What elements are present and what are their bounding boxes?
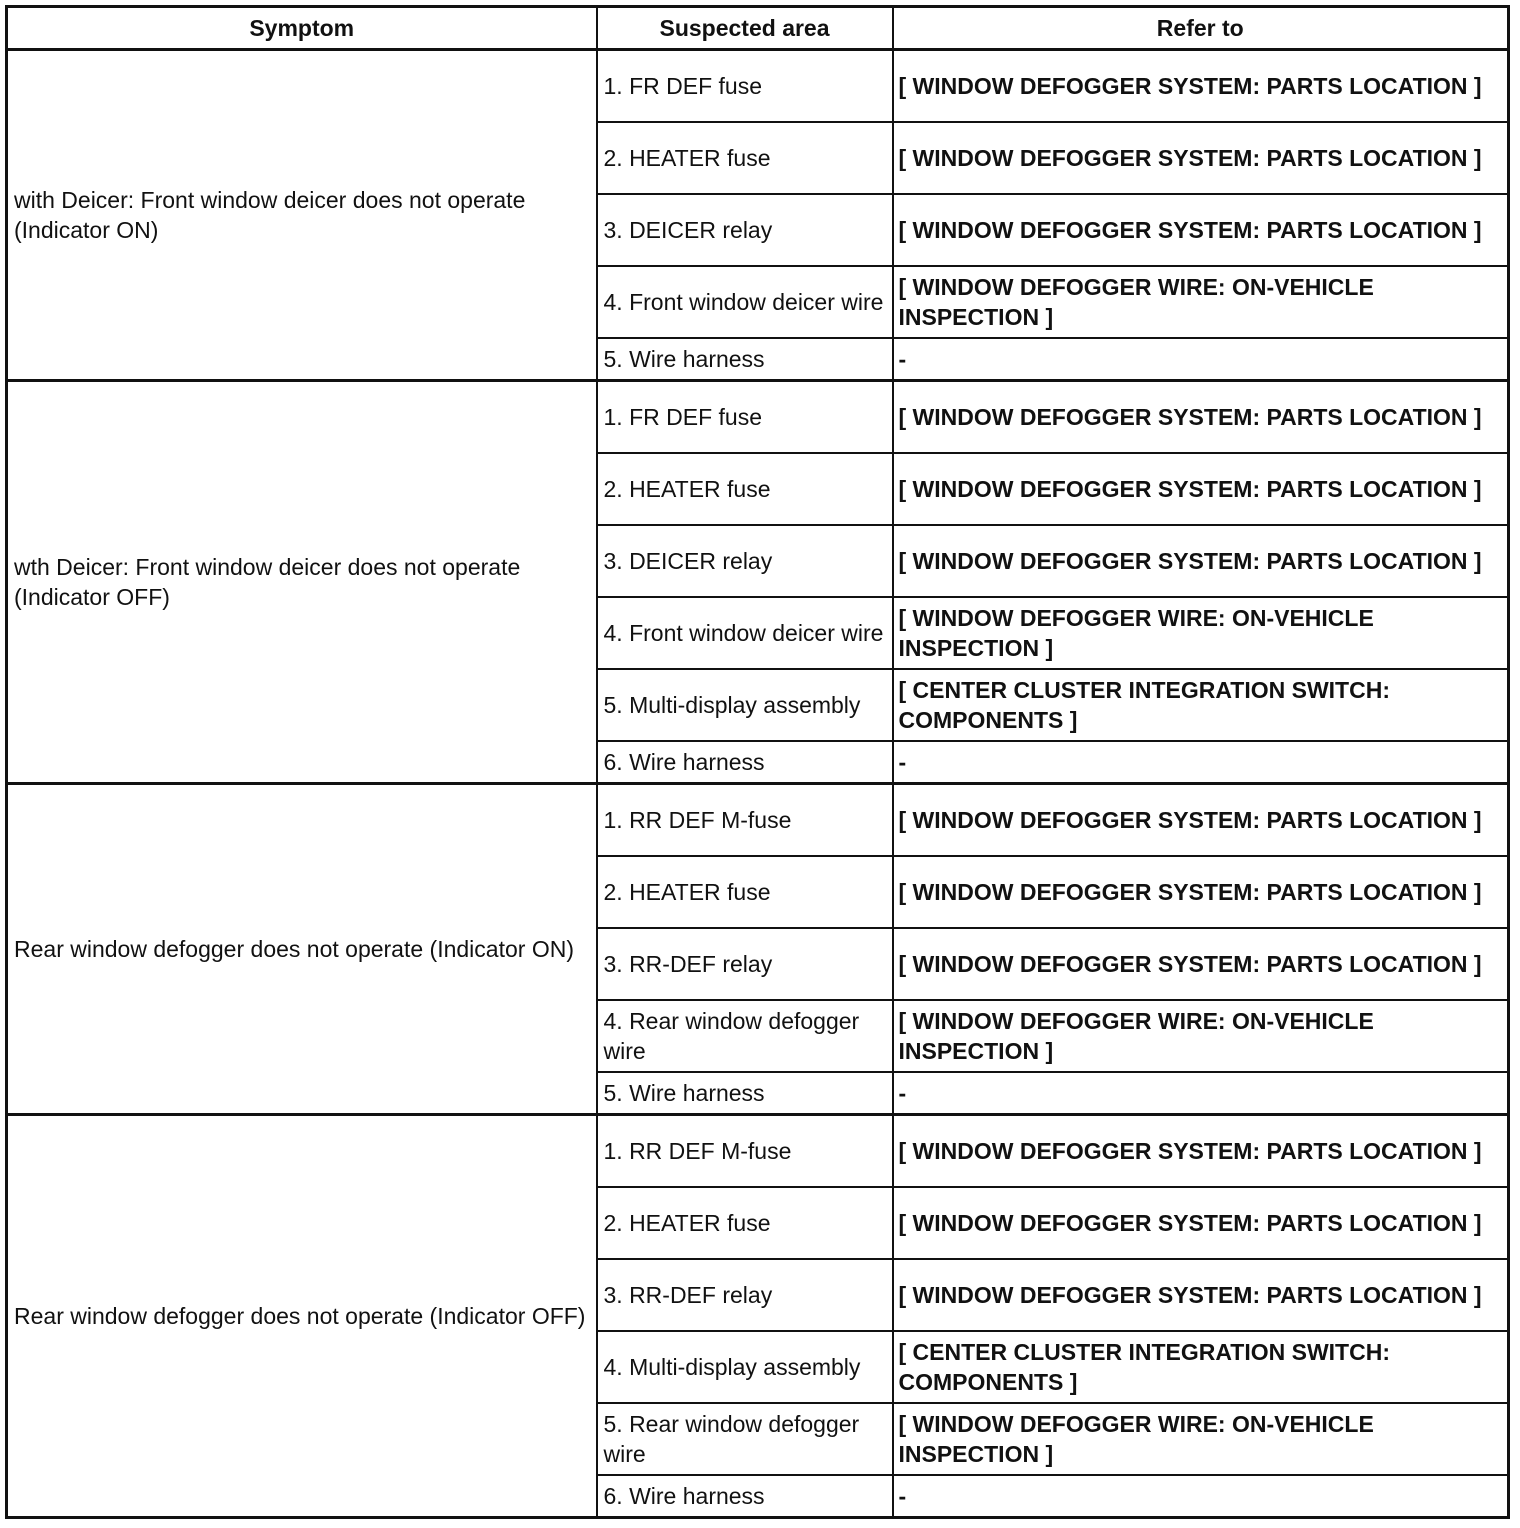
refer-to-cell: [ WINDOW DEFOGGER SYSTEM: PARTS LOCATION ]	[893, 1187, 1509, 1259]
refer-to-cell: -	[893, 1475, 1509, 1518]
refer-to-cell: [ WINDOW DEFOGGER SYSTEM: PARTS LOCATION ]	[893, 784, 1509, 857]
refer-to-cell: [ WINDOW DEFOGGER WIRE: ON-VEHICLE INSPECTION ]	[893, 1403, 1509, 1475]
header-refer-to: Refer to	[893, 7, 1509, 50]
table-row	[7, 1115, 1509, 1188]
suspected-area-cell: 1. RR DEF M-fuse	[597, 1115, 893, 1188]
refer-to-cell: [ WINDOW DEFOGGER WIRE: ON-VEHICLE INSPECTION ]	[893, 597, 1509, 669]
refer-to-cell: [ CENTER CLUSTER INTEGRATION SWITCH: COMPONENTS ]	[893, 1331, 1509, 1403]
refer-to-cell: [ WINDOW DEFOGGER SYSTEM: PARTS LOCATION ]	[893, 194, 1509, 266]
suspected-area-cell: 5. Rear window defogger wire	[597, 1403, 893, 1475]
suspected-area-cell: 3. RR-DEF relay	[597, 1259, 893, 1331]
suspected-area-cell: 2. HEATER fuse	[597, 453, 893, 525]
symptom-cell: Rear window defogger does not operate (Indicator ON)	[7, 784, 597, 1115]
suspected-area-cell: 3. RR-DEF relay	[597, 928, 893, 1000]
table-row	[7, 784, 1509, 857]
suspected-area-cell: 6. Wire harness	[597, 741, 893, 784]
refer-to-cell: [ CENTER CLUSTER INTEGRATION SWITCH: COMPONENTS ]	[893, 669, 1509, 741]
header-symptom: Symptom	[7, 7, 597, 50]
refer-to-cell: [ WINDOW DEFOGGER SYSTEM: PARTS LOCATION ]	[893, 50, 1509, 123]
suspected-area-cell: 2. HEATER fuse	[597, 1187, 893, 1259]
refer-to-cell: [ WINDOW DEFOGGER SYSTEM: PARTS LOCATION ]	[893, 453, 1509, 525]
table-row	[7, 50, 1509, 123]
refer-to-cell: -	[893, 1072, 1509, 1115]
table-body	[7, 50, 1509, 1518]
suspected-area-cell: 5. Wire harness	[597, 1072, 893, 1115]
suspected-area-cell: 1. FR DEF fuse	[597, 50, 893, 123]
refer-to-cell: [ WINDOW DEFOGGER WIRE: ON-VEHICLE INSPECTION ]	[893, 1000, 1509, 1072]
suspected-area-cell: 1. FR DEF fuse	[597, 381, 893, 454]
suspected-area-cell: 5. Multi-display assembly	[597, 669, 893, 741]
suspected-area-cell: 4. Front window deicer wire	[597, 266, 893, 338]
suspected-area-cell: 4. Front window deicer wire	[597, 597, 893, 669]
suspected-area-cell: 3. DEICER relay	[597, 194, 893, 266]
refer-to-cell: -	[893, 338, 1509, 381]
refer-to-cell: [ WINDOW DEFOGGER SYSTEM: PARTS LOCATION ]	[893, 525, 1509, 597]
refer-to-cell: -	[893, 741, 1509, 784]
symptom-cell: with Deicer: Front window deicer does not operate (Indicator ON)	[7, 50, 597, 381]
suspected-area-cell: 6. Wire harness	[597, 1475, 893, 1518]
refer-to-cell: [ WINDOW DEFOGGER SYSTEM: PARTS LOCATION ]	[893, 122, 1509, 194]
troubleshooting-table	[5, 5, 1510, 1519]
suspected-area-cell: 2. HEATER fuse	[597, 122, 893, 194]
suspected-area-cell: 5. Wire harness	[597, 338, 893, 381]
table-row	[7, 381, 1509, 454]
suspected-area-cell: 4. Multi-display assembly	[597, 1331, 893, 1403]
suspected-area-cell: 1. RR DEF M-fuse	[597, 784, 893, 857]
suspected-area-cell: 4. Rear window defogger wire	[597, 1000, 893, 1072]
symptom-cell: Rear window defogger does not operate (Indicator OFF)	[7, 1115, 597, 1518]
symptom-cell: wth Deicer: Front window deicer does not operate (Indicator OFF)	[7, 381, 597, 784]
header-suspected-area: Suspected area	[597, 7, 893, 50]
refer-to-cell: [ WINDOW DEFOGGER SYSTEM: PARTS LOCATION ]	[893, 928, 1509, 1000]
refer-to-cell: [ WINDOW DEFOGGER SYSTEM: PARTS LOCATION ]	[893, 1259, 1509, 1331]
header-row	[7, 7, 1509, 50]
suspected-area-cell: 3. DEICER relay	[597, 525, 893, 597]
refer-to-cell: [ WINDOW DEFOGGER SYSTEM: PARTS LOCATION ]	[893, 856, 1509, 928]
refer-to-cell: [ WINDOW DEFOGGER WIRE: ON-VEHICLE INSPECTION ]	[893, 266, 1509, 338]
refer-to-cell: [ WINDOW DEFOGGER SYSTEM: PARTS LOCATION ]	[893, 381, 1509, 454]
refer-to-cell: [ WINDOW DEFOGGER SYSTEM: PARTS LOCATION ]	[893, 1115, 1509, 1188]
suspected-area-cell: 2. HEATER fuse	[597, 856, 893, 928]
